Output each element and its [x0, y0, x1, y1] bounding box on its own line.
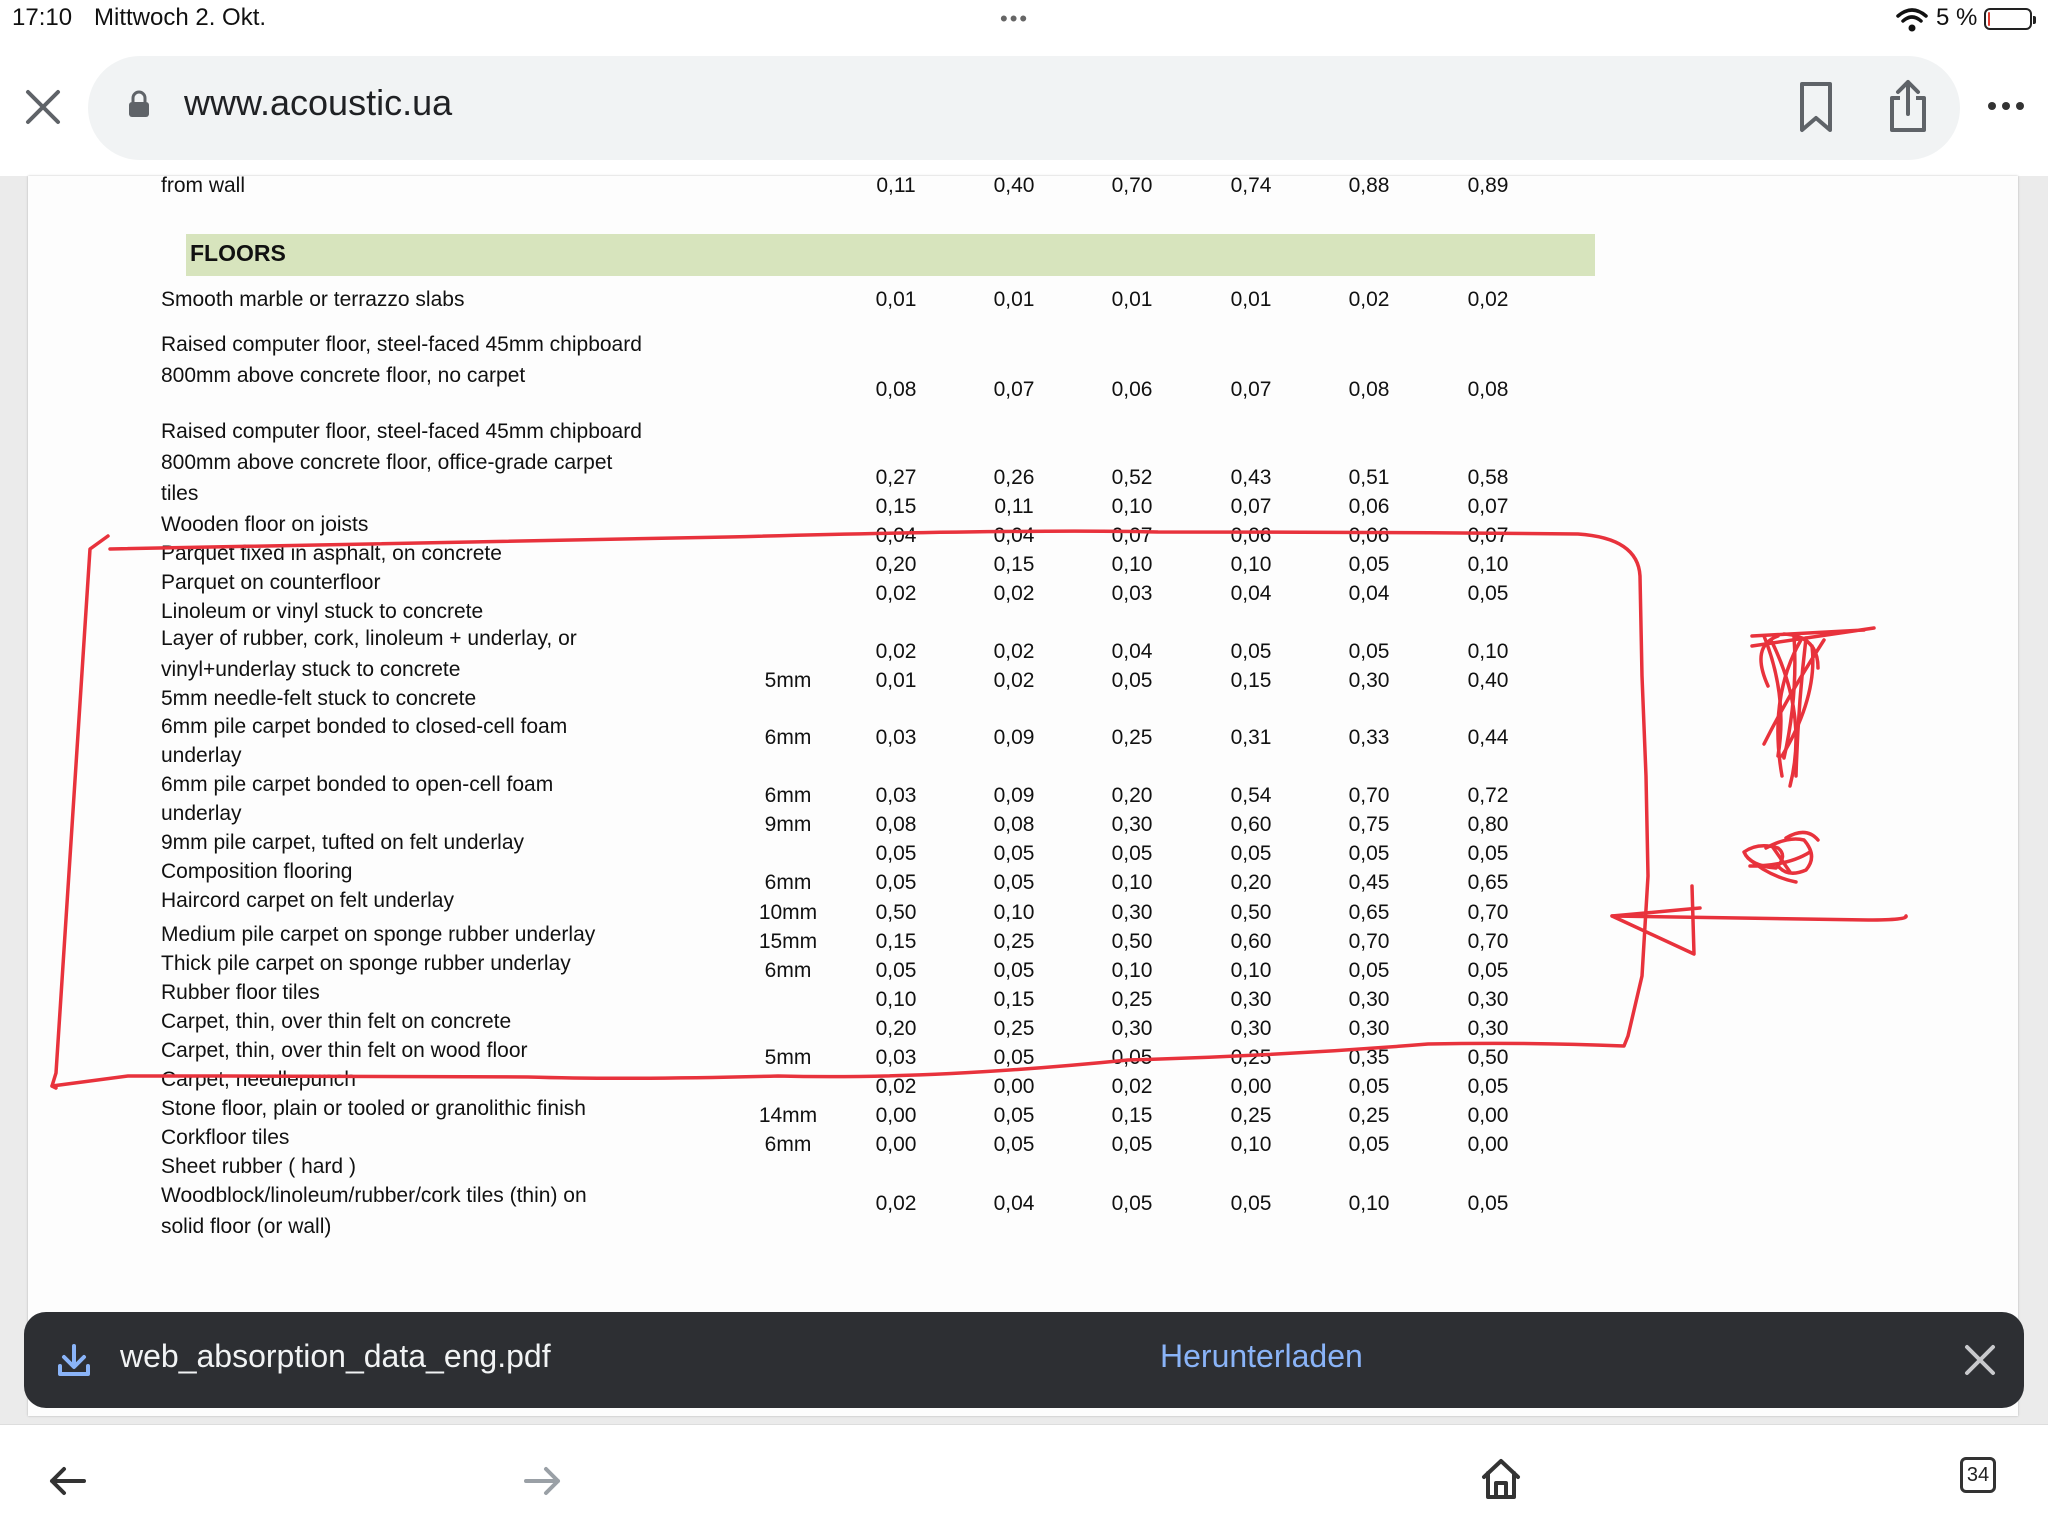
table-cell-value: 0,04 [1230, 582, 1272, 605]
download-button[interactable]: Herunterladen [1160, 1338, 1363, 1374]
table-cell-value: 0,02 [993, 640, 1035, 663]
table-cell-value: 0,04 [1348, 582, 1390, 605]
table-row-label: Sheet rubber ( hard ) [161, 1155, 356, 1178]
table-cell-value: 0,06 [1111, 378, 1153, 401]
table-cell-value: 0,00 [875, 1104, 917, 1127]
table-cell-value: 0,09 [993, 784, 1035, 807]
table-cell-value: 0,05 [1111, 669, 1153, 692]
table-cell-value: 0,10 [1111, 871, 1153, 894]
table-cell-value: 0,07 [1467, 495, 1509, 518]
table-cell-value: 0,60 [1230, 930, 1272, 953]
table-cell-value: 0,51 [1348, 466, 1390, 489]
table-cell-value: 0,06 [1230, 524, 1272, 547]
table-cell-value: 0,30 [1348, 988, 1390, 1011]
table-cell-value: 0,06 [1348, 495, 1390, 518]
table-cell-thickness: 6mm [764, 959, 812, 982]
table-cell-value: 0,05 [1230, 1192, 1272, 1215]
table-cell-value: 0,20 [875, 553, 917, 576]
table-cell-value: 0,40 [1467, 669, 1509, 692]
table-cell-value: 0,05 [1348, 1133, 1390, 1156]
table-cell-value: 0,06 [1348, 524, 1390, 547]
table-cell-value: 0,03 [875, 1046, 917, 1069]
table-cell-thickness: 6mm [764, 1133, 812, 1156]
table-cell-value: 0,30 [1467, 988, 1509, 1011]
table-cell-thickness: 5mm [764, 1046, 812, 1069]
table-cell-value: 0,02 [875, 640, 917, 663]
table-row-label: Carpet, thin, over thin felt on concrete [161, 1010, 512, 1033]
table-row-label: vinyl+underlay stuck to concrete [161, 658, 461, 681]
table-cell-value: 0,30 [1111, 901, 1153, 924]
share-icon[interactable] [1886, 78, 1930, 134]
table-cell-value: 0,00 [1467, 1133, 1509, 1156]
table-cell-value: 0,10 [875, 988, 917, 1011]
table-cell-value: 0,00 [875, 1133, 917, 1156]
table-cell-value: 0,05 [993, 959, 1035, 982]
table-cell-value: 0,75 [1348, 813, 1390, 836]
table-cell-value: 0,30 [1111, 813, 1153, 836]
table-cell-thickness: 10mm [758, 901, 818, 924]
table-row-label: Rubber floor tiles [161, 981, 320, 1004]
table-cell-value: 0,88 [1348, 174, 1390, 197]
table-cell-value: 0,00 [993, 1075, 1035, 1098]
table-cell-thickness: 15mm [758, 930, 818, 953]
table-cell-value: 0,05 [993, 842, 1035, 865]
table-cell-value: 0,25 [1348, 1104, 1390, 1127]
table-cell-value: 0,30 [1348, 1017, 1390, 1040]
table-row-label: Wooden floor on joists [161, 513, 369, 536]
table-cell-value: 0,02 [875, 1075, 917, 1098]
table-cell-value: 0,10 [1230, 553, 1272, 576]
table-cell-value: 0,05 [1467, 1075, 1509, 1098]
tab-switcher-icon[interactable]: 34 [1960, 1457, 1996, 1493]
table-row-label: 5mm needle-felt stuck to concrete [161, 687, 477, 710]
more-menu-icon[interactable] [1986, 98, 2026, 114]
table-cell-value: 0,05 [1230, 640, 1272, 663]
download-icon[interactable] [56, 1342, 92, 1378]
table-row-label: underlay [161, 802, 242, 825]
table-row-label: underlay [161, 744, 242, 767]
table-cell-value: 0,04 [993, 524, 1035, 547]
table-cell-value: 0,05 [1111, 1192, 1153, 1215]
table-cell-value: 0,05 [875, 871, 917, 894]
table-cell-value: 0,01 [875, 669, 917, 692]
table-cell-value: 0,02 [1348, 288, 1390, 311]
table-cell-value: 0,10 [1467, 553, 1509, 576]
table-cell-value: 0,25 [1111, 726, 1153, 749]
table-cell-value: 0,20 [1111, 784, 1153, 807]
table-cell-value: 0,01 [993, 288, 1035, 311]
table-cell-value: 0,15 [875, 495, 917, 518]
table-cell-value: 0,05 [875, 959, 917, 982]
table-cell-value: 0,54 [1230, 784, 1272, 807]
table-cell-value: 0,20 [1230, 871, 1272, 894]
table-cell-value: 0,05 [1111, 1046, 1153, 1069]
section-band [186, 234, 1595, 276]
table-cell-value: 0,15 [1111, 1104, 1153, 1127]
table-cell-value: 0,58 [1467, 466, 1509, 489]
table-cell-value: 0,35 [1348, 1046, 1390, 1069]
table-cell-value: 0,89 [1467, 174, 1509, 197]
table-cell-value: 0,40 [993, 174, 1035, 197]
table-cell-value: 0,05 [1467, 842, 1509, 865]
table-cell-value: 0,80 [1467, 813, 1509, 836]
table-cell-value: 0,03 [875, 726, 917, 749]
table-cell-value: 0,07 [993, 378, 1035, 401]
table-cell-value: 0,45 [1348, 871, 1390, 894]
table-cell-value: 0,10 [1348, 1192, 1390, 1215]
table-cell-value: 0,70 [1348, 930, 1390, 953]
table-cell-value: 0,02 [1467, 288, 1509, 311]
multitasking-dots-icon[interactable]: ••• [1000, 6, 1030, 31]
battery-percent: 5 % [1936, 4, 1978, 31]
table-cell-value: 0,10 [1230, 1133, 1272, 1156]
table-cell-thickness: 5mm [764, 669, 812, 692]
forward-arrow-icon[interactable] [524, 1465, 562, 1497]
table-cell-value: 0,15 [993, 553, 1035, 576]
table-cell-value: 0,05 [1348, 1075, 1390, 1098]
table-cell-value: 0,70 [1467, 930, 1509, 953]
table-cell-value: 0,07 [1230, 495, 1272, 518]
table-cell-value: 0,07 [1467, 524, 1509, 547]
table-cell-value: 0,08 [993, 813, 1035, 836]
close-download-bar-icon[interactable] [1964, 1344, 1996, 1376]
table-row-label: Medium pile carpet on sponge rubber underlay [161, 923, 596, 946]
table-row-label: Thick pile carpet on sponge rubber underlay [161, 952, 571, 975]
table-cell-value: 0,20 [875, 1017, 917, 1040]
table-cell-value: 0,02 [875, 1192, 917, 1215]
document-viewer[interactable] [0, 176, 2048, 1424]
table-cell-value: 0,10 [1111, 959, 1153, 982]
table-cell-value: 0,74 [1230, 174, 1272, 197]
table-row-label: Parquet on counterfloor [161, 571, 381, 594]
table-cell-thickness: 9mm [764, 813, 812, 836]
table-row-label: 800mm above concrete floor, no carpet [161, 364, 526, 387]
table-row-label: Stone floor, plain or tooled or granolithic finish [161, 1097, 586, 1120]
table-cell-value: 0,05 [993, 871, 1035, 894]
table-cell-value: 0,02 [993, 582, 1035, 605]
table-row-label: Haircord carpet on felt underlay [161, 889, 454, 912]
table-cell-value: 0,02 [993, 669, 1035, 692]
table-cell-value: 0,25 [1230, 1104, 1272, 1127]
back-arrow-icon[interactable] [48, 1465, 86, 1497]
table-cell-value: 0,10 [1230, 959, 1272, 982]
table-cell-value: 0,03 [875, 784, 917, 807]
table-cell-value: 0,09 [993, 726, 1035, 749]
table-cell-value: 0,10 [1467, 640, 1509, 663]
url-text[interactable]: www.acoustic.ua [184, 82, 453, 123]
table-cell-value: 0,01 [875, 288, 917, 311]
table-cell-value: 0,60 [1230, 813, 1272, 836]
table-cell-value: 0,05 [1348, 959, 1390, 982]
table-cell-value: 0,05 [1348, 553, 1390, 576]
table-cell-value: 0,65 [1348, 901, 1390, 924]
table-cell-value: 0,11 [876, 174, 916, 197]
table-cell-value: 0,25 [993, 1017, 1035, 1040]
table-cell-value: 0,30 [1348, 669, 1390, 692]
table-cell-thickness: 6mm [764, 871, 812, 894]
table-cell-value: 0,50 [1467, 1046, 1509, 1069]
table-cell-value: 0,15 [993, 988, 1035, 1011]
table-cell-value: 0,02 [875, 582, 917, 605]
table-cell-value: 0,10 [1111, 495, 1153, 518]
table-cell-value: 0,04 [875, 524, 917, 547]
table-cell-value: 0,27 [875, 466, 917, 489]
table-row-label: Carpet, thin, over thin felt on wood floor [161, 1039, 528, 1062]
table-cell-value: 0,30 [1111, 1017, 1153, 1040]
table-cell-value: 0,25 [1230, 1046, 1272, 1069]
table-cell-value: 0,02 [1111, 1075, 1153, 1098]
pdf-page [28, 176, 2018, 1416]
table-cell-value: 0,04 [993, 1192, 1035, 1215]
table-cell-thickness: 6mm [764, 784, 812, 807]
table-row-label: Layer of rubber, cork, linoleum + underlay, or [161, 627, 577, 650]
table-cell-value: 0,00 [1230, 1075, 1272, 1098]
table-row-label: Parquet fixed in asphalt, on concrete [161, 542, 502, 565]
table-row-label: 800mm above concrete floor, office-grade carpet [161, 451, 613, 474]
table-cell-value: 0,11 [994, 495, 1034, 518]
table-cell-value: 0,01 [1111, 288, 1153, 311]
table-cell-value: 0,30 [1467, 1017, 1509, 1040]
table-row-label: Corkfloor tiles [161, 1126, 290, 1149]
table-cell-value: 0,08 [1348, 378, 1390, 401]
table-cell-value: 0,50 [1111, 930, 1153, 953]
table-row-label: from wall [161, 174, 246, 197]
download-bar [24, 1312, 2024, 1408]
table-cell-value: 0,08 [875, 378, 917, 401]
table-cell-value: 0,05 [1467, 1192, 1509, 1215]
table-cell-value: 0,43 [1230, 466, 1272, 489]
table-cell-value: 0,08 [875, 813, 917, 836]
wifi-icon [1896, 8, 1928, 32]
table-cell-value: 0,70 [1348, 784, 1390, 807]
table-cell-value: 0,70 [1111, 174, 1153, 197]
table-cell-value: 0,05 [1111, 842, 1153, 865]
table-row-label: Raised computer floor, steel-faced 45mm chipboard [161, 420, 642, 443]
table-row-label: tiles [161, 482, 199, 505]
close-icon[interactable] [24, 88, 62, 126]
table-row-label: 6mm pile carpet bonded to closed-cell foam [161, 715, 568, 738]
table-cell-value: 0,05 [1348, 842, 1390, 865]
battery-icon [1984, 8, 2032, 30]
table-cell-value: 0,10 [993, 901, 1035, 924]
table-cell-value: 0,03 [1111, 582, 1153, 605]
table-cell-value: 0,30 [1230, 988, 1272, 1011]
table-row-label: 6mm pile carpet bonded to open-cell foam [161, 773, 554, 796]
table-row-label: 9mm pile carpet, tufted on felt underlay [161, 831, 525, 854]
status-bar [0, 0, 2048, 48]
table-cell-value: 0,30 [1230, 1017, 1272, 1040]
table-row-label: Linoleum or vinyl stuck to concrete [161, 600, 484, 623]
table-cell-value: 0,05 [1348, 640, 1390, 663]
lock-icon [128, 90, 150, 118]
table-cell-value: 0,05 [993, 1046, 1035, 1069]
table-cell-thickness: 14mm [758, 1104, 818, 1127]
table-cell-value: 0,52 [1111, 466, 1153, 489]
table-cell-value: 0,05 [1111, 1133, 1153, 1156]
table-cell-value: 0,25 [1111, 988, 1153, 1011]
table-cell-value: 0,05 [875, 842, 917, 865]
table-cell-value: 0,25 [993, 930, 1035, 953]
table-cell-value: 0,70 [1467, 901, 1509, 924]
status-date: Mittwoch 2. Okt. [94, 4, 267, 31]
table-row-label: Woodblock/linoleum/rubber/cork tiles (thin) on [161, 1184, 587, 1207]
table-cell-value: 0,31 [1230, 726, 1272, 749]
address-bar[interactable] [88, 56, 1960, 160]
table-row-label: Smooth marble or terrazzo slabs [161, 288, 465, 311]
bookmark-icon[interactable] [1796, 80, 1836, 134]
table-cell-value: 0,10 [1111, 553, 1153, 576]
table-row-label: Carpet, needlepunch [161, 1068, 356, 1091]
table-cell-thickness: 6mm [764, 726, 812, 749]
table-row-label: Raised computer floor, steel-faced 45mm chipboard [161, 333, 642, 356]
download-filename: web_absorption_data_eng.pdf [120, 1338, 551, 1374]
table-row-label: solid floor (or wall) [161, 1215, 332, 1238]
table-cell-value: 0,04 [1111, 640, 1153, 663]
bottom-navigation [0, 1424, 2048, 1537]
table-cell-value: 0,50 [875, 901, 917, 924]
table-cell-value: 0,44 [1467, 726, 1509, 749]
table-cell-value: 0,33 [1348, 726, 1390, 749]
table-cell-value: 0,00 [1467, 1104, 1509, 1127]
table-cell-value: 0,01 [1230, 288, 1272, 311]
table-cell-value: 0,72 [1467, 784, 1509, 807]
table-cell-value: 0,05 [993, 1104, 1035, 1127]
status-time: 17:10 [12, 4, 73, 31]
table-cell-value: 0,05 [1467, 959, 1509, 982]
table-cell-value: 0,50 [1230, 901, 1272, 924]
table-cell-value: 0,05 [993, 1133, 1035, 1156]
table-cell-value: 0,15 [1230, 669, 1272, 692]
home-icon[interactable] [1480, 1457, 1522, 1501]
table-cell-value: 0,65 [1467, 871, 1509, 894]
table-cell-value: 0,07 [1230, 378, 1272, 401]
table-row-label: Composition flooring [161, 860, 353, 883]
table-cell-value: 0,05 [1230, 842, 1272, 865]
table-cell-value: 0,05 [1467, 582, 1509, 605]
table-cell-value: 0,08 [1467, 378, 1509, 401]
table-cell-value: 0,26 [993, 466, 1035, 489]
table-cell-value: 0,07 [1111, 524, 1153, 547]
section-title: FLOORS [190, 240, 286, 266]
table-cell-value: 0,15 [875, 930, 917, 953]
